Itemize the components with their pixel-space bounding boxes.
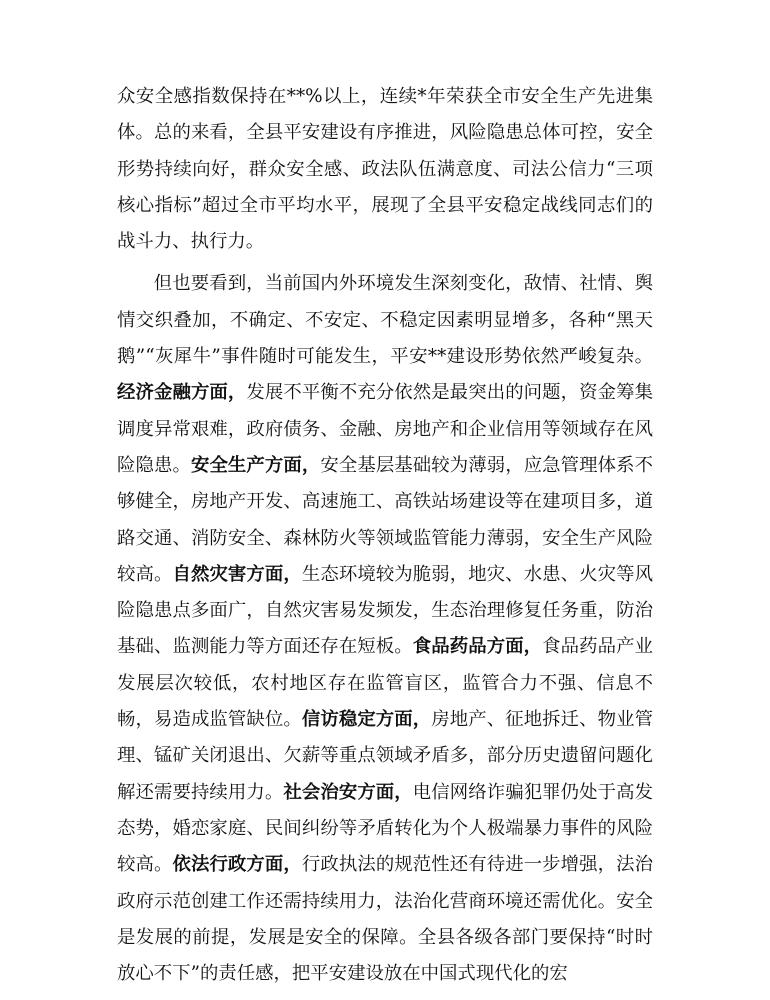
food-drug-text: 食品药品产业发展层次较低，农村地区存在监管盲区，监管合力不强、信息不畅，易造成监管缺位。 xyxy=(117,636,653,731)
public-security-text: 电信网络诈骗犯罪仍处于高发态势，婚恋家庭、民间纠纷等矛盾转化为个人极端暴力事件的风险较高。 xyxy=(117,781,653,876)
paragraph-continued xyxy=(117,79,653,260)
production-safety-text: 安全基层基础较为薄弱，应急管理体系不够健全，房地产开发、高速施工、高铁站场建设等在建项目多，道路交通、消防安全、森林防火等领域监管能力薄弱，安全生产风险较高。 xyxy=(117,454,653,585)
law-administration-text: 行政执法的规范性还有待进一步增强，法治政府示范创建工作还需持续用力，法治化营商环境还需优化。 xyxy=(117,854,653,912)
food-drug-heading: 食品药品方面， xyxy=(412,636,543,658)
paragraph-2-intro: 但也要看到，当前国内外环境发生深刻变化，敌情、社情、舆情交织叠加，不确定、不安定、不稳定因素明显增多，各种“黑天鹅”“灰犀牛”事件随时可能发生，平安**建设形势依然严峻复杂。 xyxy=(117,273,653,368)
law-administration-heading: 依法行政方面， xyxy=(172,854,302,876)
public-security-heading: 社会治安方面， xyxy=(283,781,413,803)
petition-stability-heading: 信访稳定方面， xyxy=(301,709,432,731)
paragraph-risks xyxy=(117,266,653,992)
natural-disaster-text: 生态环境较为脆弱，地灾、水患、火灾等风险隐患点多面广，自然灾害易发频发，生态治理修复任务重，防治基础、监测能力等方面还存在短板。 xyxy=(117,563,653,658)
document-body xyxy=(117,79,653,992)
economy-finance-heading: 经济金融方面， xyxy=(117,382,247,404)
natural-disaster-heading: 自然灾害方面， xyxy=(172,563,302,585)
petition-stability-text: 房地产、征地拆迁、物业管理、锰矿关闭退出、欠薪等重点领域矛盾多，部分历史遗留问题化解还需要持续用力。 xyxy=(117,709,653,803)
economy-finance-text: 发展不平衡不充分依然是最突出的问题，资金筹集调度异常艰难，政府债务、金融、房地产和企业信用等领域存在风险隐患。 xyxy=(117,382,653,476)
closing-text: 安全是发展的前提，发展是安全的保障。全县各级各部门要保持“时时放心不下”的责任感，把平安建设放在中国式现代化的宏 xyxy=(117,890,653,985)
paragraph-1-text: 众安全感指数保持在**%以上，连续*年荣获全市安全生产先进集体。总的来看，全县平安建设有序推进，风险隐患总体可控，安全形势持续向好，群众安全感、政法队伍满意度、司法公信力“三项核心指标”超过全市平均水平，展现了全县平安稳定战线同志们的战斗力、执行力。 xyxy=(117,86,653,253)
production-safety-heading: 安全生产方面， xyxy=(190,454,321,476)
